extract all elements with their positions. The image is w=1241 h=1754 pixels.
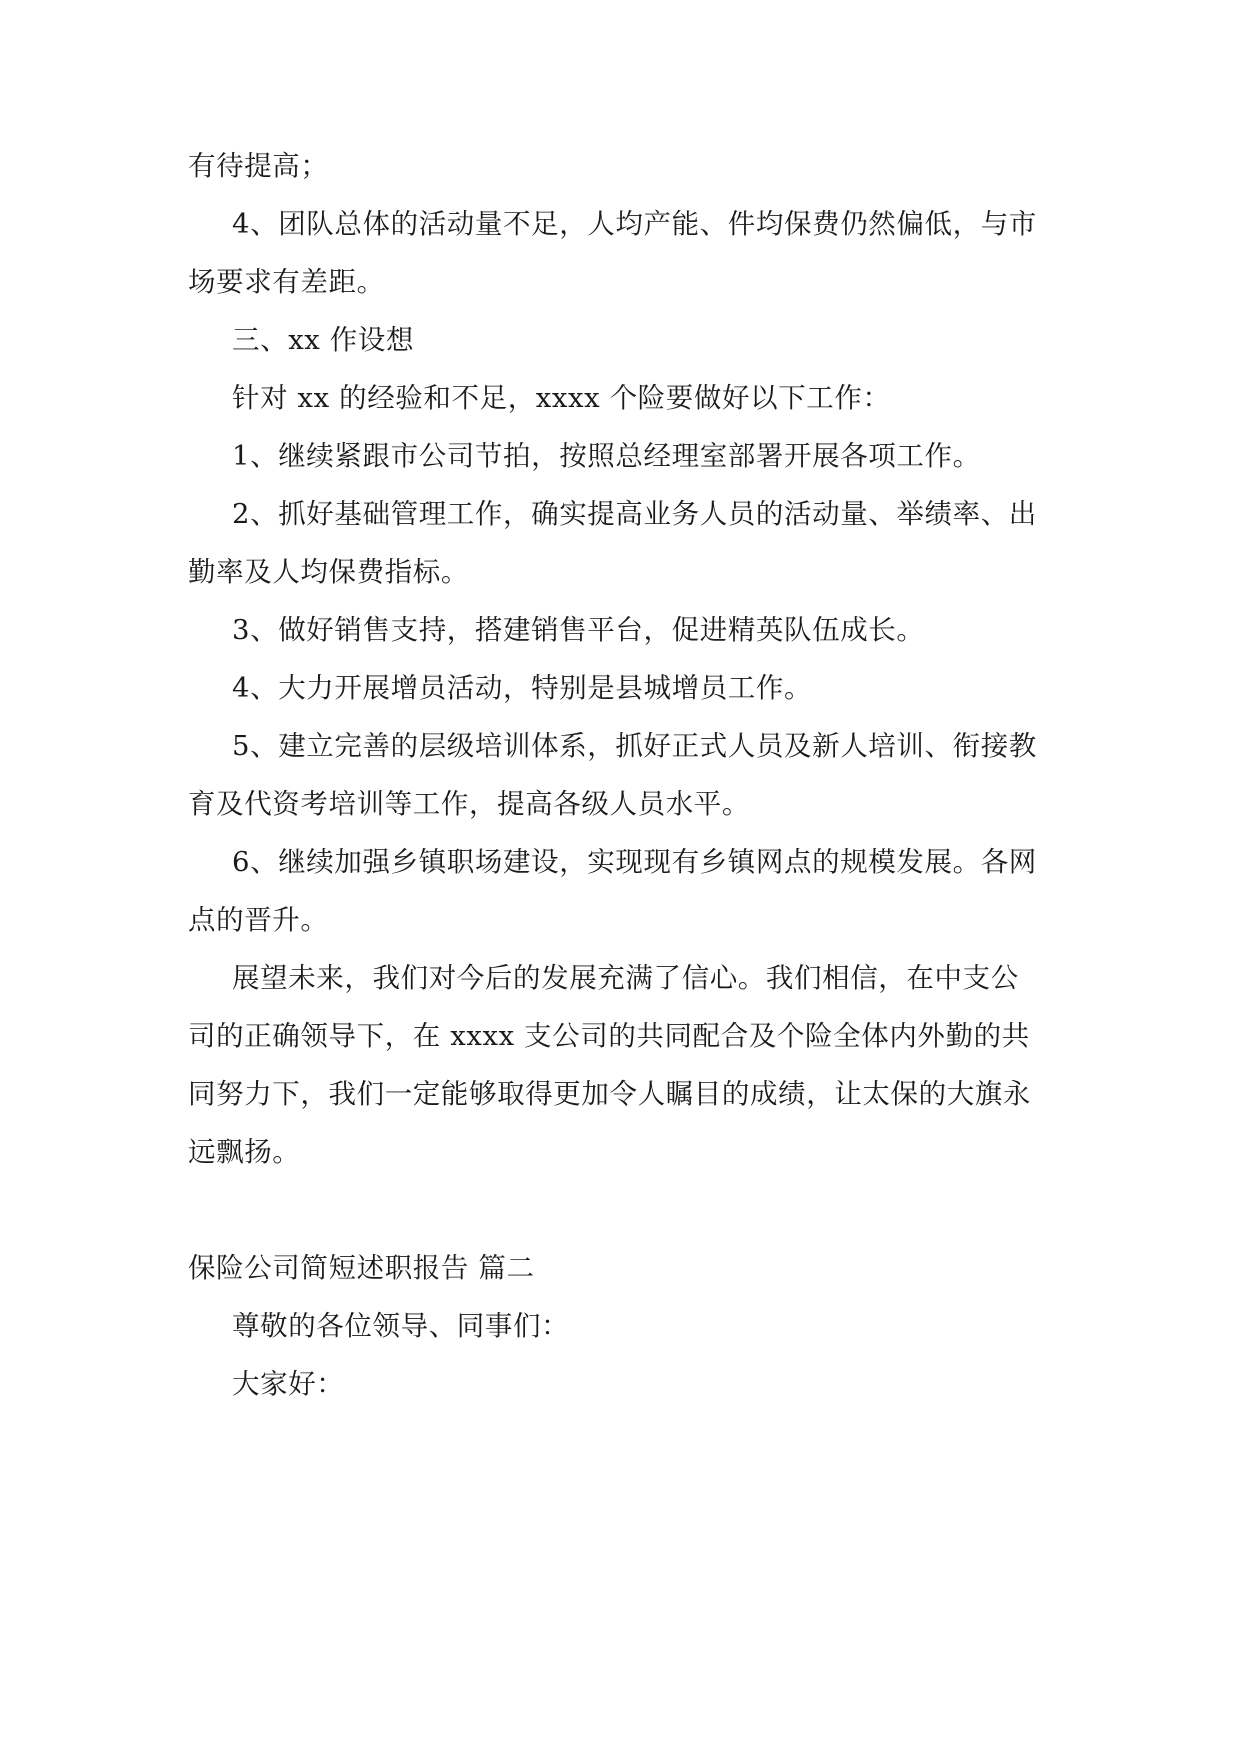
section-heading: 三、xx 作设想: [232, 324, 415, 356]
text-line: 勤率及人均保费指标。: [188, 556, 469, 588]
list-item: 6、继续加强乡镇职场建设，实现现有乡镇网点的规模发展。各网: [232, 846, 1037, 878]
text-line: 同努力下，我们一定能够取得更加令人瞩目的成绩，让太保的大旗永: [188, 1078, 1031, 1110]
salutation: 尊敬的各位领导、同事们：: [232, 1310, 570, 1342]
text-line: 点的晋升。: [188, 904, 329, 936]
list-item: 1、继续紧跟市公司节拍，按照总经理室部署开展各项工作。: [232, 440, 981, 472]
chapter-title: 保险公司简短述职报告 篇二: [188, 1252, 535, 1284]
list-item: 5、建立完善的层级培训体系，抓好正式人员及新人培训、衔接教: [232, 730, 1037, 762]
text-line: 场要求有差距。: [188, 266, 385, 298]
text-line: 育及代资考培训等工作，提高各级人员水平。: [188, 788, 750, 820]
list-item: 4、大力开展增员活动，特别是县城增员工作。: [232, 672, 813, 704]
text-line: 有待提高；: [188, 150, 329, 182]
text-line: 4、团队总体的活动量不足，人均产能、件均保费仍然偏低，与市: [232, 208, 1037, 240]
list-item: 3、做好销售支持，搭建销售平台，促进精英队伍成长。: [232, 614, 925, 646]
greeting: 大家好：: [232, 1368, 345, 1400]
text-line: 针对 xx 的经验和不足，xxxx 个险要做好以下工作：: [232, 382, 891, 414]
text-line: 远飘扬。: [188, 1136, 301, 1168]
text-line: 司的正确领导下，在 xxxx 支公司的共同配合及个险全体内外勤的共: [188, 1020, 1030, 1052]
text-line: 展望未来，我们对今后的发展充满了信心。我们相信，在中支公: [232, 962, 1019, 994]
list-item: 2、抓好基础管理工作，确实提高业务人员的活动量、举绩率、出: [232, 498, 1037, 530]
